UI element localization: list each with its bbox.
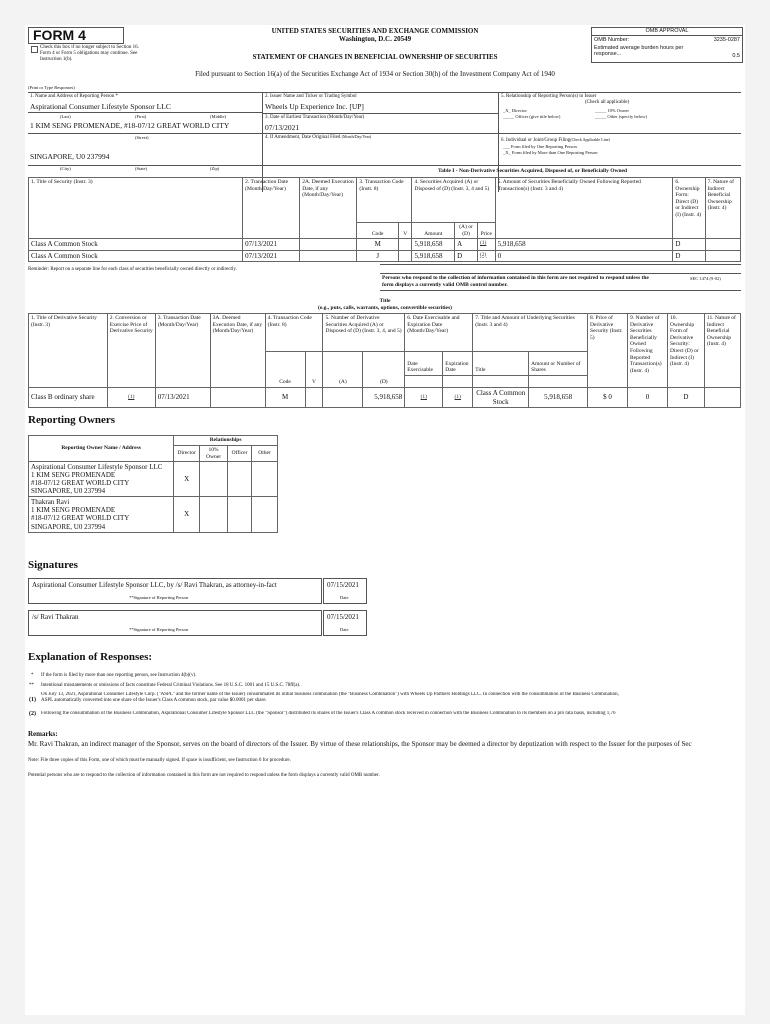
- t2-h5: 5. Number of Derivative Securities Acquired (A) or Disposed of (D) (Instr. 3, 4, and 5): [323, 314, 405, 352]
- explanation-heading: Explanation of Responses:: [28, 651, 153, 663]
- omb-title: OMB APPROVAL: [592, 28, 742, 36]
- table2-title: Title: [379, 298, 391, 304]
- t2-h3a: 3A. Deemed Execution Date, if any (Month/Day/Year): [210, 314, 265, 388]
- agency-location: Washington, D.C. 20549: [338, 35, 412, 43]
- last-label: (Last): [60, 114, 71, 119]
- t2-code: Code: [265, 352, 305, 388]
- reporting-owners-heading: Reporting Owners: [28, 414, 116, 426]
- footnote-2: Following the consummation of the Business Combination, Aspirational Consumer Lifestyle Sponsor LLC (the "Sponsor") distributed its shares of the Issuer's Class A common stock received in connection with the Business Combination to its members on a pro rata basis, including 1,76: [41, 711, 616, 716]
- t2-h9: 9. Number of Derivative Securities Beneficially Owned Following Reported Transaction(s) (Instr. 4): [627, 314, 667, 388]
- t1-h2a: 2A. Deemed Execution Date, if any (Month/Day/Year): [300, 178, 357, 239]
- t1-h2: 2. Transaction Date (Month/Day/Year): [243, 178, 300, 239]
- footnote-link[interactable]: (1): [477, 239, 495, 250]
- earliest-transaction-date: 07/13/2021: [265, 123, 300, 132]
- signatures-heading: Signatures: [28, 559, 78, 571]
- omb-number-label: OMB Number:: [594, 37, 630, 43]
- footnote-link[interactable]: (1): [405, 388, 443, 408]
- t2-h2: 2. Conversion or Exercise Price of Derivative Security: [107, 314, 155, 388]
- t2-d: (D): [363, 352, 405, 388]
- table1-title: Table I - Non-Derivative Securities Acquired, Disposed of, or Beneficially Owned: [437, 168, 628, 174]
- reminder: Reminder: Report on a separate line for each class of securities beneficially owned directly or indirectly.: [28, 267, 237, 272]
- officer-checkbox[interactable]: _____ Officer (give title below): [503, 114, 561, 119]
- signature-date-1: 07/15/2021 Date: [323, 578, 367, 604]
- box1-label: 1. Name and Address of Reporting Person *: [30, 94, 119, 99]
- check-box-label: Check this box if no longer subject to Section 16. Form 4 or Form 5 obligations may continue. See Instruction 1(b).: [40, 45, 139, 62]
- footnote-link[interactable]: (2): [477, 250, 495, 261]
- t2-de: Date Exercisable: [405, 352, 443, 376]
- statement-title: STATEMENT OF CHANGES IN BENEFICIAL OWNERSHIP OF SECURITIES: [252, 53, 498, 61]
- t2-h8: 8. Price of Derivative Security (Instr. 5): [588, 314, 628, 388]
- footnote-link[interactable]: (1): [443, 388, 473, 408]
- other-checkbox[interactable]: _____ Other (specify below): [595, 114, 647, 119]
- box5-sub: (Check all applicable): [585, 100, 630, 105]
- table-row: Class B ordinary share (1) 07/13/2021 M 5,918,658 (1) (1) Class A Common Stock 5,918,658 $ 0 0 D: [29, 388, 741, 408]
- t1-aord: (A) or (D): [455, 223, 478, 239]
- more-persons-checkbox[interactable]: _X_ Form filed by More than One Reporting Person: [503, 150, 598, 155]
- t2-title: Title: [473, 352, 529, 376]
- table2-subtitle: (e.g., puts, calls, warrants, options, convertible securities): [318, 305, 452, 311]
- box5-label: 5. Relationship of Reporting Person(s) to Issuer: [501, 94, 597, 99]
- t2-h6: 6. Date Exercisable and Expiration Date (Month/Day/Year): [405, 314, 473, 352]
- one-person-checkbox[interactable]: ___ Form filed by One Reporting Person: [503, 144, 577, 149]
- footnote-1: On July 13, 2021, Aspirational Consumer Lifestyle Corp. ("ASPL" and the former name of the Issuer) consummated its initial business combination (the "Business Combination") with Wheels Up Partners Holdings LLC. In connection with the consummation of the Business Combination, ASPL automatically converted into one share of the Issuer's Class A common stock, par value $0.0001 per share.: [41, 692, 619, 703]
- agency-name: UNITED STATES SECURITIES AND EXCHANGE COMMISSION: [271, 27, 479, 35]
- t2-h7: 7. Title and Amount of Underlying Securities (Instr. 3 and 4): [473, 314, 588, 352]
- t2-h1: 1. Title of Derivative Security (Instr. 3): [29, 314, 108, 388]
- zip-label: (Zip): [210, 166, 220, 171]
- street-label: (Street): [135, 135, 149, 140]
- box6-label: 6. Individual or Joint/Group Filing(Check Applicable Line): [501, 137, 610, 143]
- t1-amount: Amount: [412, 223, 455, 239]
- middle-label: (Middle): [210, 114, 226, 119]
- issuer-name: Wheels Up Experience Inc. [UP]: [265, 102, 364, 111]
- filed-pursuant: Filed pursuant to Section 16(a) of the Securities Exchange Act of 1934 or Section 30(h) of the Investment Company Act of 1940: [195, 70, 555, 78]
- t2-amt: Amount or Number of Shares: [529, 352, 588, 376]
- t1-h5: 5. Amount of Securities Beneficially Owned Following Reported Transaction(s) (Instr. 3 and 4): [495, 178, 673, 239]
- city-line: SINGAPORE, U0 237994: [30, 152, 110, 161]
- t2-ed: Expiration Date: [443, 352, 473, 376]
- filing-note: Note: File three copies of this Form, one of which must be manually signed. If space is insufficient, see Instruction 6 for procedure.: [28, 758, 291, 763]
- form4-page: FORM 4 Check this box if no longer subject to Section 16. Form 4 or Form 5 obligations may continue. See Instruction 1(b). UNITED STATES SECURITIES AND EXCHANGE COMMISSION Washington, D.C. 20549 STATEMENT OF CHANGES IN BENEFICIAL OWNERSHIP OF SECURITIES Filed pursuant to Section 16(a) of the Securities Exchange Act of 1934 or Section 30(h) of the Investment Company Act of 1940 OMB APPROVAL OMB Number: 3235-0287 Estimated average burden hours per response... 0.5 (Print or Type Responses) 1. Name and Address of Reporting Person * Aspirational Consumer Lifestyle Sponsor LLC (Last) (First) (Middle) 1 KIM SENG PROMENADE, #18-07/12 GREAT WORLD CITY (Street) SINGAPORE, U0 237994 (City) (State) (Zip) 2. Issuer Name and Ticker or Trading Symbol Wheels Up Experience Inc. [UP] 3. Date of Earliest Transaction (Month/Day/Year) 07/13/2021 4. If Amendment, Date Original Filed (Month/Day/Year) 5. Relationship of Reporting Person(s) to Issuer (Check all applicable) _X_ Director _____ 10% Owner _____ Officer (give title below) _____ Other (specify below) 6. Individual or Joint/Group Filing(Check Applicable Line) ___ Form filed by One Reporting Person _X_ Form filed by More than One Reporting Person Table I - Non-Derivative Securities Acquired, Disposed of, or Beneficially Owned 1. Title of Security (Instr. 3) 2. Transaction Date (Month/Day/Year) 2A. Deemed Execution Date, if any (Month/Day/Year) 3. Transaction Code (Instr. 8) 4. Securities Acquired (A) or Disposed of (D) (Instr. 3, 4 and 5) 5. Amount of Securities Beneficially Owned Following Reported Transaction(s) (Instr. 3 and 4) 6. Ownership Form: Direct (D) or Indirect (I) (Instr. 4) 7. Nature of Indirect Beneficial Ownership (Instr. 4) Code V Amount (A) or (D) Price Class A Common Stock 07/13/2021 M 5,918,658 A (1) 5,918,658 D Class A Common Stock 07/13/2021 J 5,918,658 D (2) 0 D Reminder: Report on a separate line for each class of securities beneficially owned directly or indirectly. Persons who respond to the collection of information contained in this form are not required to respond unless the form displays a currently valid OMB control number. SEC 1474 (9-02) Title (e.g., puts, calls, warrants, options, convertible securities) 1. Title of Derivative Security (Instr. 3) 2. Conversion or Exercise Price of Derivative Security 3. Transaction Date (Month/Day/Year) 3A. Deemed Execution Date, if any (Month/Day/Year) 4. Transaction Code (Instr. 8) 5. Number of Derivative Securities Acquired (A) or Disposed of (D) (Instr. 3, 4, and 5) 6. Date Exercisable and Expiration Date (Month/Day/Year) 7. Title and Amount of Underlying Securities (Instr. 3 and 4) 8. Price of Derivative Security (Instr. 5) 9. Number of Derivative Securities Beneficially Owned Following Reported Transaction(s) (Instr. 4) 10. Ownership Form of Derivative Security: Direct (D) or Indirect (I) (Instr. 4) 11. Nature of Indirect Beneficial Ownership (Instr. 4) Code V (A) (D) Date Exercisable Expiration Date Title Amount or Number of Shares Class B ordinary share (1) 07/13/2021 M 5,918,658 (1) (1) Class A Common Stock 5,918,658 $ 0 0 D Reporting Owners Reporting Owner Name / Address Relationships Director 10% Owner Officer Other Aspirational Consumer Lifestyle Sponsor LLC 1 KIM SENG PROMENADE #18-07/12 GREAT WORLD CITY SINGAPORE, U0 237994 X Thakran Ravi 1 KIM SENG PROMENADE #18-07/12 GREAT WORLD CITY SINGAPORE, U0 237994 X Signatures Aspirational Consumer Lifestyle Sponsor LLC, by /s/ Ravi Thakran, as attorney-in-fact **Signature of Reporting Person 07/15/2021 Date /s/ Ravi Thakran **Signature of Reporting Person 07/15/2021 Date Explanation of Responses: * If the form is filed by more than one reporting person, see Instruction 4(b)(v). ** Intentional misstatements or omissions of facts constitute Federal Criminal Violations. See 18 U.S.C. 1001 and 15 U.S.C. 78ff(a). (1) On July 13, 2021, Aspirational Consumer Lifestyle Corp. ("ASPL" and the former name of the Issuer) consummated its initial business combination (the "Business Combination") with Wheels Up Partners Holdings LLC. In connection with the consummation of the Business Combination, ASPL automatically converted into one share of the Issuer's Class A common stock, par value $0.0001 per share. (2) Following the consummation of the Business Combination, Aspirational Consumer Lifestyle Sponsor LLC (the "Sponsor") distributed its shares of the Issuer's Class A common stock received in connection with the Business Combination to its members on a pro rata basis, including 1,76 Remarks: Mr. Ravi Thakran, an indirect manager of the Sponsor, serves on the board of directors of the Issuer. By virtue of these relationships, the Sponsor may be deemed a director by deputization with respect to the Issuer for the purposes of Sec Note: File three copies of this Form, one of which must be manually signed. If space is insufficient, see Instruction 6 for procedure. Potential persons who are to respond to the collection of information contained in this form are not required to respond unless the form displays a currently valid OMB number.: [25, 25, 745, 1015]
- table-row: Aspirational Consumer Lifestyle Sponsor LLC 1 KIM SENG PROMENADE #18-07/12 GREAT WORLD CITY SINGAPORE, U0 237994 X: [29, 462, 278, 497]
- reporting-person-name: Aspirational Consumer Lifestyle Sponsor LLC: [30, 102, 171, 111]
- ro-officer: Officer: [228, 446, 252, 462]
- t1-h7: 7. Nature of Indirect Beneficial Ownership (Instr. 4): [705, 178, 740, 239]
- box4-label: 4. If Amendment, Date Original Filed (Month/Day/Year): [265, 134, 372, 140]
- t2-a: (A): [323, 352, 363, 388]
- remarks-heading: Remarks:: [28, 730, 58, 738]
- t1-v: V: [398, 223, 412, 239]
- signature-date-2: 07/15/2021 Date: [323, 610, 367, 636]
- note-double-star: Intentional misstatements or omissions of facts constitute Federal Criminal Violations. See 18 U.S.C. 1001 and 15 U.S.C. 78ff(a).: [41, 683, 301, 688]
- box3-label: 3. Date of Earliest Transaction (Month/Day/Year): [265, 115, 365, 120]
- signature-block-2: /s/ Ravi Thakran **Signature of Reporting Person: [28, 610, 322, 636]
- t2-h4: 4. Transaction Code (Instr. 8): [265, 314, 323, 352]
- table-row: Thakran Ravi 1 KIM SENG PROMENADE #18-07/12 GREAT WORLD CITY SINGAPORE, U0 237994 X: [29, 497, 278, 532]
- street-address: 1 KIM SENG PROMENADE, #18-07/12 GREAT WORLD CITY: [30, 121, 230, 130]
- potential-persons-note: Potential persons who are to respond to the collection of information contained in this form are not required to respond unless the form displays a currently valid OMB number.: [28, 773, 380, 778]
- reporting-owners-table: [28, 435, 278, 533]
- ro-relationships: Relationships: [174, 436, 278, 446]
- t1-h3: 3. Transaction Code (Instr. 8): [357, 178, 412, 223]
- t2-h11: 11. Nature of Indirect Beneficial Ownership (Instr. 4): [704, 314, 740, 388]
- omb-burden: 0.5: [732, 53, 740, 59]
- ro-owner: 10% Owner: [200, 446, 228, 462]
- form-title: FORM 4: [28, 27, 124, 44]
- persons-notice: Persons who respond to the collection of information contained in this form are not required to respond unless the form displays a currently valid OMB control number.: [382, 275, 649, 288]
- omb-number: 3235-0287: [713, 37, 740, 43]
- ro-director: Director: [174, 446, 200, 462]
- state-label: (State): [135, 166, 147, 171]
- note-star: If the form is filed by more than one reporting person, see Instruction 4(b)(v).: [41, 673, 197, 678]
- signature-block-1: Aspirational Consumer Lifestyle Sponsor LLC, by /s/ Ravi Thakran, as attorney-in-fact **Signature of Reporting Person: [28, 578, 322, 604]
- t1-h4: 4. Securities Acquired (A) or Disposed of (D) (Instr. 3, 4 and 5): [412, 178, 495, 223]
- first-label: (First): [135, 114, 147, 119]
- footnote-link[interactable]: (1): [107, 388, 155, 408]
- t1-h1: 1. Title of Security (Instr. 3): [29, 178, 243, 239]
- ro-other: Other: [252, 446, 278, 462]
- check-box[interactable]: [31, 46, 38, 53]
- t1-code: Code: [357, 223, 399, 239]
- t1-price: Price: [477, 223, 495, 239]
- omb-approval-box: [591, 27, 743, 63]
- table-row: Class A Common Stock 07/13/2021 J 5,918,658 D (2) 0 D: [29, 250, 741, 261]
- table-row: Class A Common Stock 07/13/2021 M 5,918,658 A (1) 5,918,658 D: [29, 239, 741, 250]
- box2-label: 2. Issuer Name and Ticker or Trading Symbol: [265, 94, 357, 99]
- t1-h6: 6. Ownership Form: Direct (D) or Indirect (I) (Instr. 4): [673, 178, 705, 239]
- ten-pct-owner-checkbox[interactable]: _____ 10% Owner: [595, 108, 629, 113]
- print-type: (Print or Type Responses): [28, 85, 75, 90]
- director-checkbox[interactable]: _X_ Director: [503, 108, 527, 113]
- omb-burden-label: Estimated average burden hours per response...: [594, 44, 684, 58]
- t2-h3: 3. Transaction Date (Month/Day/Year): [155, 314, 210, 388]
- city-label: (City): [60, 166, 71, 171]
- remarks-text: Mr. Ravi Thakran, an indirect manager of the Sponsor, serves on the board of directors of the Issuer. By virtue of these relationships, the Sponsor may be deemed a director by deputization with respect to the Issuer for the purposes of Sec: [28, 740, 692, 748]
- table1: [28, 177, 741, 262]
- t2-h10: 10. Ownership Form of Derivative Security: Direct (D) or Indirect (I) (Instr. 4): [667, 314, 704, 388]
- t2-v: V: [305, 352, 323, 388]
- sec-code: SEC 1474 (9-02): [690, 276, 721, 281]
- ro-col-name: Reporting Owner Name / Address: [29, 436, 174, 462]
- table2: [28, 313, 741, 408]
